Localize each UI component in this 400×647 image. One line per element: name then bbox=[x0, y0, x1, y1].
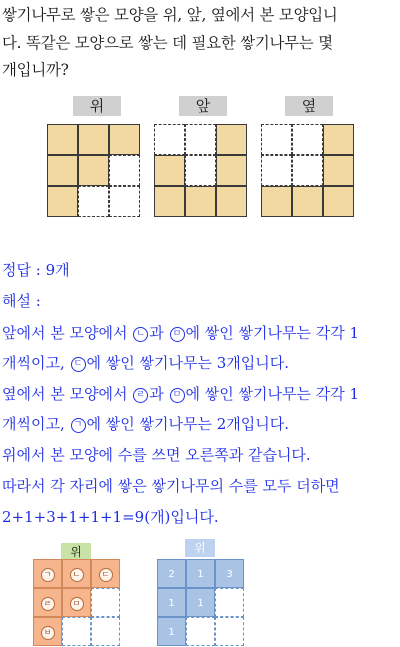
explanation-label: 해설 : bbox=[2, 292, 41, 310]
question-line: 쌓기나무로 쌓은 모양을 위, 앞, 옆에서 본 모양입니 bbox=[2, 6, 338, 24]
circled-letter: ㄴ bbox=[133, 327, 148, 342]
letter-cell bbox=[33, 617, 62, 646]
number-cell: 1 bbox=[186, 588, 215, 617]
circled-letter: ㄴ bbox=[70, 568, 84, 582]
empty-cell bbox=[292, 155, 323, 186]
letter-grid bbox=[33, 559, 120, 646]
filled-cell bbox=[323, 186, 354, 217]
question-line: 개입니까? bbox=[2, 61, 69, 79]
circled-letter: ㄱ bbox=[41, 568, 55, 582]
circled-letter: ㅁ bbox=[170, 327, 185, 342]
diagram-label-left: 위 bbox=[61, 543, 91, 561]
circled-letter: ㄹ bbox=[41, 597, 55, 611]
view-label-side: 옆 bbox=[285, 96, 333, 116]
explanation-line-1: 앞에서 본 모양에서 ㄴ 과 ㅁ 에 쌓인 쌓기나무는 각각 1 bbox=[2, 324, 360, 342]
empty-cell bbox=[78, 186, 109, 217]
letter-cell bbox=[91, 559, 120, 588]
filled-cell bbox=[323, 155, 354, 186]
view-label-top: 위 bbox=[73, 96, 121, 116]
filled-cell bbox=[154, 155, 185, 186]
number-cell: 1 bbox=[157, 588, 186, 617]
filled-cell bbox=[47, 155, 78, 186]
filled-cell bbox=[78, 155, 109, 186]
top-view-grid bbox=[47, 124, 140, 217]
filled-cell bbox=[109, 124, 140, 155]
side-view-grid bbox=[261, 124, 354, 217]
empty-cell bbox=[186, 617, 215, 646]
explanation-line-4: 개씩이고, ㄱ 에 쌓인 쌓기나무는 2개입니다. bbox=[2, 415, 290, 433]
circled-letter: ㄷ bbox=[99, 568, 113, 582]
answer-line: 정답 : 9개 bbox=[2, 261, 70, 279]
empty-cell bbox=[185, 124, 216, 155]
circled-letter: ㄹ bbox=[133, 388, 148, 403]
empty-cell bbox=[215, 617, 244, 646]
empty-cell bbox=[62, 617, 91, 646]
filled-cell bbox=[216, 186, 247, 217]
question-text bbox=[2, 2, 398, 85]
empty-cell bbox=[261, 124, 292, 155]
filled-cell bbox=[292, 186, 323, 217]
empty-cell bbox=[154, 124, 185, 155]
letter-cell bbox=[33, 559, 62, 588]
explanation-line-5: 위에서 본 모양에 수를 쓰면 오른쪽과 같습니다. bbox=[2, 446, 311, 464]
filled-cell bbox=[323, 124, 354, 155]
filled-cell bbox=[216, 124, 247, 155]
circled-letter: ㅁ bbox=[170, 388, 185, 403]
diagram-label-right: 위 bbox=[185, 539, 215, 557]
empty-cell bbox=[215, 588, 244, 617]
letter-cell bbox=[62, 559, 91, 588]
explanation-line-3: 옆에서 본 모양에서 ㄹ 과 ㅁ 에 쌓인 쌓기나무는 각각 1 bbox=[2, 385, 360, 403]
filled-cell bbox=[216, 155, 247, 186]
filled-cell bbox=[185, 186, 216, 217]
empty-cell bbox=[185, 155, 216, 186]
explanation-line-2: 개씩이고, ㄷ 에 쌓인 쌓기나무는 3개입니다. bbox=[2, 354, 290, 372]
empty-cell bbox=[91, 588, 120, 617]
empty-cell bbox=[292, 124, 323, 155]
empty-cell bbox=[91, 617, 120, 646]
explanation-line-7: 2+1+3+1+1+1=9(개)입니다. bbox=[2, 508, 219, 526]
circled-letter: ㅁ bbox=[70, 597, 84, 611]
number-cell: 2 bbox=[157, 559, 186, 588]
view-label-front: 앞 bbox=[179, 96, 227, 116]
front-view-grid bbox=[154, 124, 247, 217]
empty-cell bbox=[109, 155, 140, 186]
filled-cell bbox=[261, 186, 292, 217]
number-cell: 1 bbox=[186, 559, 215, 588]
question-line: 다. 똑같은 모양으로 쌓는 데 필요한 쌓기나무는 몇 bbox=[2, 33, 333, 52]
number-cell: 1 bbox=[157, 617, 186, 646]
empty-cell bbox=[261, 155, 292, 186]
empty-cell bbox=[109, 186, 140, 217]
circled-letter: ㅂ bbox=[41, 626, 55, 640]
explanation-line-6: 따라서 각 자리에 쌓은 쌓기나무의 수를 모두 더하면 bbox=[2, 477, 340, 495]
circled-letter: ㄱ bbox=[71, 418, 86, 433]
filled-cell bbox=[47, 124, 78, 155]
filled-cell bbox=[154, 186, 185, 217]
letter-cell bbox=[62, 588, 91, 617]
number-cell: 3 bbox=[215, 559, 244, 588]
filled-cell bbox=[47, 186, 78, 217]
circled-letter: ㄷ bbox=[71, 357, 86, 372]
letter-cell bbox=[33, 588, 62, 617]
filled-cell bbox=[78, 124, 109, 155]
number-grid bbox=[157, 559, 244, 646]
